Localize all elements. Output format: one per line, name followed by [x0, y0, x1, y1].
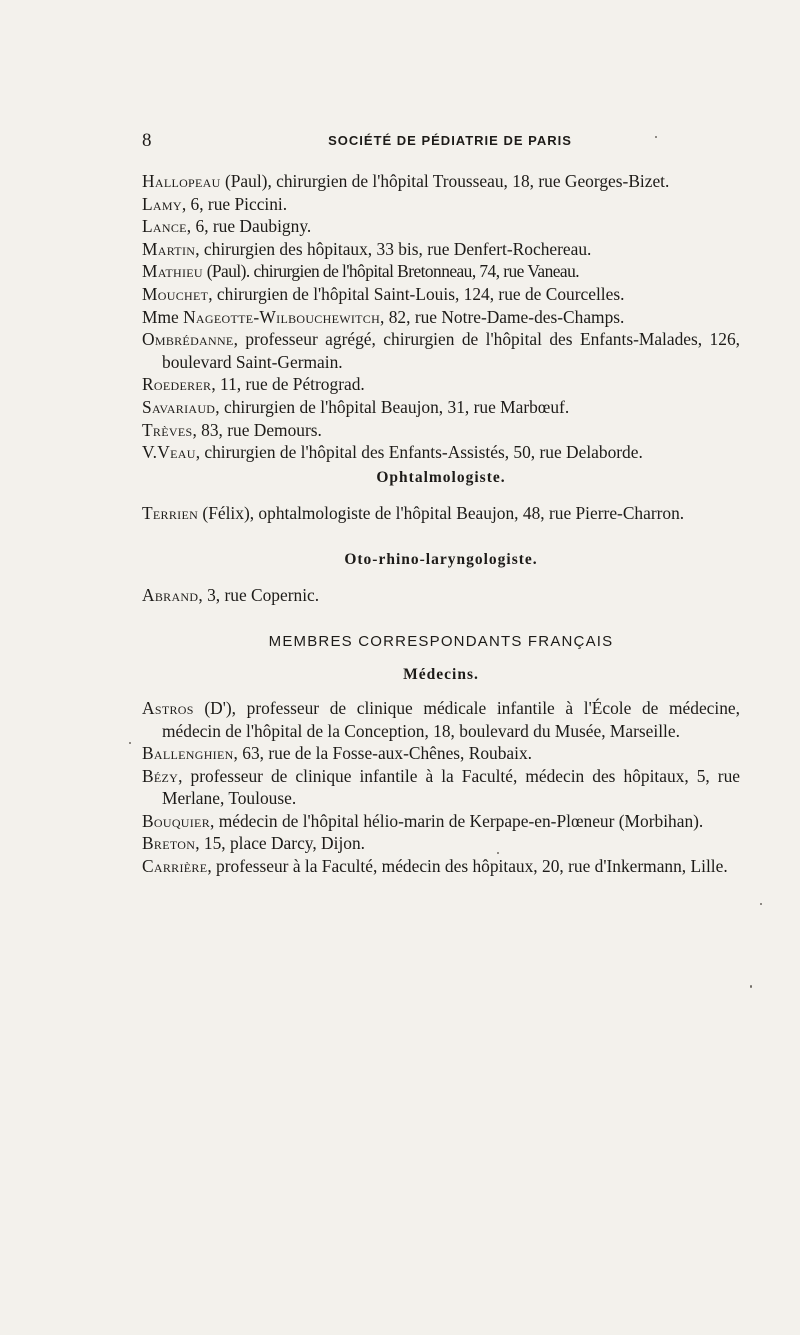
- member-name: Lamy: [142, 193, 182, 214]
- member-details: , 11, rue de Pétrograd.: [211, 374, 365, 395]
- member-details: , chirurgien de l'hôpital des Enfants-Assistés, 50, rue Delaborde.: [195, 442, 643, 463]
- member-details: , 3, rue Copernic.: [198, 585, 320, 606]
- member-name: Mathieu: [142, 261, 203, 282]
- entry-bezy: [142, 765, 740, 810]
- member-name: Ombrédanne: [142, 329, 234, 350]
- member-name: Martin: [142, 238, 196, 259]
- entry-lance: [142, 215, 740, 238]
- member-details: , 6, rue Daubigny.: [186, 216, 312, 237]
- member-details: , professeur de clinique infantile à la Faculté, médecin des hôpitaux, 5, rue Merlane, Toulouse.: [162, 765, 740, 809]
- section-heading-medecins: Médecins.: [403, 665, 479, 683]
- running-title: SOCIÉTÉ DE PÉDIATRIE DE PARIS: [328, 133, 572, 148]
- member-details: (Félix), ophtalmologiste de l'hôpital Beaujon, 48, rue Pierre-Charron.: [198, 502, 685, 523]
- member-name: Bézy: [142, 765, 179, 786]
- member-details: (Paul), chirurgien de l'hôpital Trousseau, 18, rue Georges-Bizet.: [220, 171, 670, 191]
- member-details: , chirurgien des hôpitaux, 33 bis, rue Denfert-Rochereau.: [195, 238, 592, 259]
- entry-mathieu: [142, 260, 740, 283]
- member-name: Lance: [142, 216, 187, 237]
- section-heading-membres-correspondants: MEMBRES CORRESPONDANTS FRANÇAIS: [268, 632, 614, 650]
- entry-veau: [142, 441, 740, 464]
- member-details: , 82, rue Notre-Dame-des-Champs.: [380, 306, 625, 327]
- section-heading-ophtalmologiste: Ophtalmologiste.: [376, 468, 506, 486]
- member-name: Nageotte-Wilbouchewitch: [183, 306, 381, 327]
- member-name: Abrand: [142, 585, 199, 606]
- section-heading-oto-rhino: Oto-rhino-laryngologiste.: [344, 551, 538, 569]
- entry-martin: [142, 238, 740, 261]
- page-header: [142, 130, 738, 154]
- member-name: Carrière: [142, 856, 208, 877]
- member-name: Bouquier: [142, 810, 210, 831]
- entry-abrand: [142, 584, 740, 607]
- entry-roederer: [142, 373, 740, 396]
- paper-speck: [655, 136, 657, 138]
- member-details: , 63, rue de la Fosse-aux-Chênes, Roubaix.: [233, 743, 533, 764]
- paper-speck: [129, 742, 131, 744]
- page-body: [142, 170, 740, 878]
- member-title: Mme: [142, 306, 184, 327]
- member-name: Astros: [142, 697, 194, 718]
- member-name: Ballenghien: [142, 743, 234, 764]
- member-name: Terrien: [142, 502, 199, 523]
- entry-nageotte: [142, 306, 740, 329]
- member-details: , 6, rue Piccini.: [181, 193, 288, 214]
- member-details: , 15, place Darcy, Dijon.: [195, 833, 366, 854]
- entry-ballenghien: [142, 742, 740, 765]
- entry-lamy: [142, 193, 740, 216]
- member-details: (Paul). chirurgien de l'hôpital Bretonneau, 74, rue Vaneau.: [202, 261, 580, 282]
- entry-terrien: [142, 502, 740, 525]
- member-name: Savariaud: [142, 396, 216, 417]
- entry-treves: [142, 419, 740, 442]
- page-number: 8: [142, 130, 152, 151]
- entry-hallopeau: [142, 170, 740, 193]
- paper-speck: [760, 903, 762, 905]
- member-details: , médecin de l'hôpital hélio-marin de Kerpape-en-Plœneur (Morbihan).: [210, 810, 704, 831]
- member-details: (D'), professeur de clinique médicale infantile à l'École de médecine, médecin de l'hôpital de la Conception, 18, boulevard du Musée, Marseille.: [162, 697, 740, 741]
- member-name: Roederer: [142, 374, 212, 395]
- member-name: Breton: [142, 833, 196, 854]
- member-details: , chirurgien de l'hôpital Beaujon, 31, rue Marbœuf.: [215, 396, 570, 417]
- entry-mouchet: [142, 283, 740, 306]
- member-name: Trèves: [142, 419, 193, 440]
- member-details: , 83, rue Demours.: [192, 419, 322, 440]
- member-details: , professeur à la Faculté, médecin des hôpitaux, 20, rue d'Inkermann, Lille.: [207, 856, 728, 877]
- paper-speck: [497, 852, 499, 854]
- entry-breton: [142, 832, 740, 855]
- paper-speck: [750, 985, 752, 988]
- entry-bouquier: [142, 810, 740, 833]
- entry-astros: [142, 697, 740, 742]
- member-name: V.Veau: [142, 442, 196, 463]
- entry-savariaud: [142, 396, 740, 419]
- member-details: , professeur agrégé, chirurgien de l'hôpital des Enfants-Malades, 126, boulevard Saint-Germain.: [162, 329, 740, 372]
- member-details: , chirurgien de l'hôpital Saint-Louis, 124, rue de Courcelles.: [208, 283, 625, 304]
- member-name: Hallopeau: [142, 171, 221, 191]
- member-name: Mouchet: [142, 283, 209, 304]
- entry-ombredanne: [142, 328, 740, 373]
- entry-carriere: [142, 855, 740, 878]
